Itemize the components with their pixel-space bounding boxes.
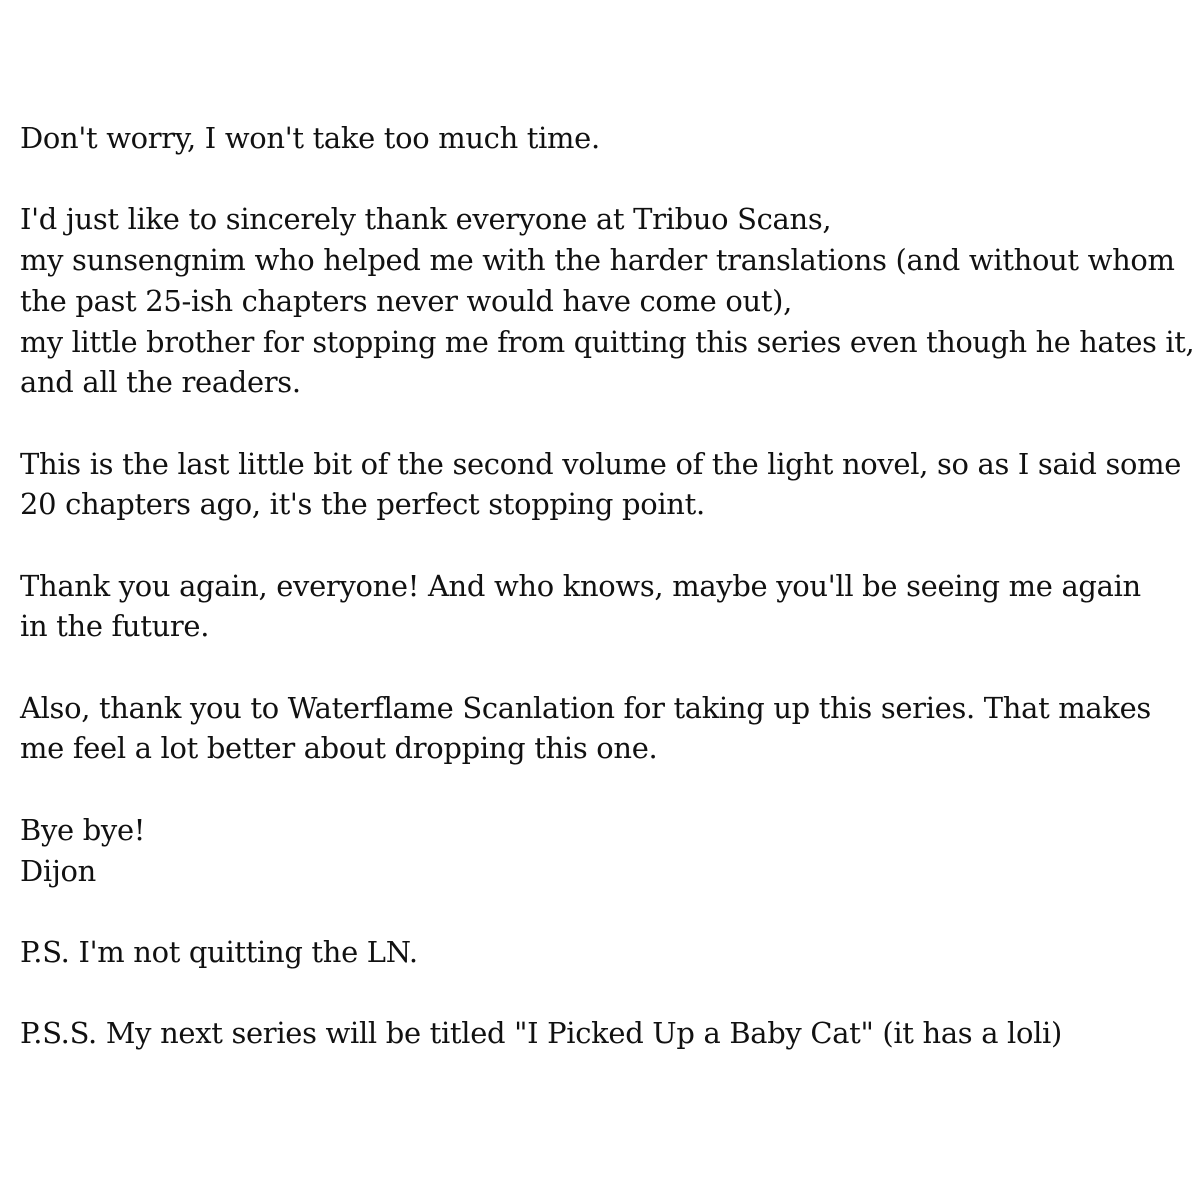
postscript: [20, 932, 1198, 973]
paragraph-thank-you-again: [20, 566, 1198, 647]
text-line: my little brother for stopping me from quitting this series even though he hates it,: [20, 324, 1195, 359]
paragraph-thanks: [20, 199, 1198, 403]
text-line: me feel a lot better about dropping this one.: [20, 731, 658, 766]
paragraph-waterflame: [20, 688, 1198, 769]
paragraph-stopping-point: [20, 444, 1198, 525]
text-line: and all the readers.: [20, 365, 301, 400]
text-line: I'd just like to sincerely thank everyone at Tribuo Scans,: [20, 202, 832, 237]
text-line: in the future.: [20, 609, 210, 644]
text-line: This is the last little bit of the second volume of the light novel, so as I said some: [20, 446, 1182, 481]
text-line: P.S.S. My next series will be titled "I Picked Up a Baby Cat" (it has a loli): [20, 1016, 1062, 1051]
text-line: my sunsengnim who helped me with the harder translations (and without whom: [20, 243, 1175, 278]
text-line: Also, thank you to Waterflame Scanlation for taking up this series. That makes: [20, 690, 1151, 725]
text-line: the past 25-ish chapters never would have come out),: [20, 283, 793, 318]
text-line: 20 chapters ago, it's the perfect stopping point.: [20, 487, 705, 522]
farewell: Bye bye!: [20, 812, 146, 847]
text-line: Don't worry, I won't take too much time.: [20, 121, 600, 155]
text-line: Thank you again, everyone! And who knows, maybe you'll be seeing me again: [20, 568, 1141, 603]
signature-name: Dijon: [20, 853, 96, 888]
paragraph-intro: [20, 118, 1198, 159]
text-line: P.S. I'm not quitting the LN.: [20, 934, 418, 969]
post-postscript: [20, 1013, 1198, 1054]
signature-block: [20, 810, 1198, 891]
letter-body: [20, 118, 1198, 1095]
